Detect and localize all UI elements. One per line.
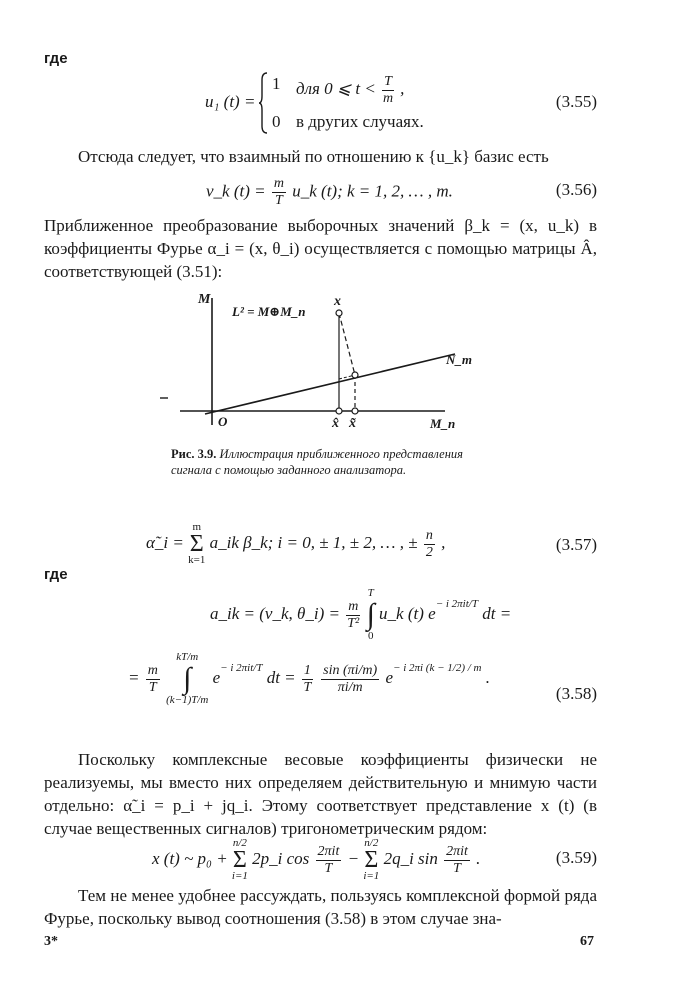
eq-3-57-number: (3.57) bbox=[555, 535, 597, 554]
eq-3-58-line2-frac2-den: T bbox=[303, 679, 312, 695]
eq-3-56-frac-num: m bbox=[273, 176, 284, 191]
figure-3-9 bbox=[150, 290, 480, 440]
eq-3-59-tail: . bbox=[476, 848, 481, 868]
eq-3-59-frac1-den: T bbox=[324, 860, 333, 876]
point-x-hat bbox=[336, 408, 342, 414]
eq-3-58-line2-frac2 bbox=[302, 663, 313, 696]
eq-3-56 bbox=[206, 176, 453, 209]
eq-3-58-line1-frac bbox=[346, 599, 360, 632]
eq-3-59-frac2-num: 2πit bbox=[446, 843, 468, 859]
eq-3-57-sum-bottom: k=1 bbox=[188, 554, 206, 566]
point-on-line bbox=[352, 372, 358, 378]
eq-3-57-body: a_ik β_k; i = 0, ± 1, ± 2, … , ± bbox=[209, 532, 418, 552]
eq-3-59-sigma1: Σ bbox=[232, 847, 247, 873]
eq-3-59-term2: 2q_i sin bbox=[383, 848, 438, 868]
eq-3-58-line2-body: e bbox=[212, 667, 221, 687]
eq-3-59 bbox=[152, 838, 480, 882]
eq-3-58-line2-lhs: = bbox=[128, 667, 140, 687]
eq-3-58-line2-integral bbox=[166, 652, 208, 706]
figure-caption-number: Рис. 3.9. bbox=[171, 447, 217, 461]
eq-3-57 bbox=[146, 522, 445, 566]
eq-3-58-line2-frac3 bbox=[321, 663, 379, 696]
eq-3-55-number: (3.55) bbox=[555, 92, 597, 111]
label-x-top: x bbox=[334, 294, 341, 309]
eq-3-59-number: (3.59) bbox=[555, 848, 597, 867]
eq-3-58-line1-lhs: a_ik = (v_k, θ_i) = bbox=[210, 603, 340, 623]
eq-3-58-line2-frac-den: T bbox=[148, 679, 157, 695]
eq-3-58-line1-tail: dt = bbox=[482, 603, 512, 623]
where-label-1: где bbox=[44, 50, 68, 67]
eq-3-57-tail: , bbox=[441, 532, 446, 552]
point-x bbox=[336, 310, 342, 316]
eq-3-58-line2-body2: e bbox=[385, 667, 394, 687]
eq-3-59-frac1-num: 2πit bbox=[317, 843, 340, 859]
eq-3-58-line1-frac-num: m bbox=[348, 598, 359, 614]
footer-signature: 3* bbox=[44, 934, 58, 949]
eq-3-59-sum1-top: n/2 bbox=[232, 837, 247, 849]
where-label-2: где bbox=[44, 566, 68, 583]
eq-3-58-line2-int-top: kT/m bbox=[176, 651, 199, 663]
label-L2: L² = M⊕M_п bbox=[232, 304, 306, 319]
eq-3-58-line1-exp: − i 2πit/T bbox=[435, 597, 478, 610]
eq-3-55-case2-cond: в других случаях. bbox=[296, 112, 424, 131]
eq-3-55-case1-tail: , bbox=[400, 79, 405, 98]
eq-3-58-line-2 bbox=[128, 652, 490, 706]
eq-3-59-sum1 bbox=[232, 838, 248, 882]
eq-3-56-rhs: u_k (t); k = 1, 2, … , m. bbox=[292, 181, 453, 201]
label-Nm: N_m bbox=[446, 352, 472, 367]
eq-3-56-lhs: v_k (t) = bbox=[206, 181, 266, 201]
eq-3-55-case1-cond bbox=[296, 74, 404, 107]
eq-3-58-line1-int-bottom: 0 bbox=[367, 630, 374, 642]
eq-3-58-line2-frac3-num: sin (πi/m) bbox=[323, 662, 378, 678]
eq-3-59-lhs: x (t) ~ p₀ + bbox=[152, 848, 228, 868]
point-x-tilde bbox=[352, 408, 358, 414]
eq-3-58-line1-integral bbox=[367, 588, 375, 642]
eq-3-59-minus: − bbox=[347, 848, 360, 868]
eq-3-58-line2-exp: − i 2πit/T bbox=[220, 661, 263, 674]
eq-3-57-sum-top: m bbox=[192, 521, 202, 533]
eq-3-56-number: (3.56) bbox=[555, 180, 597, 199]
projection-dashed-1 bbox=[339, 313, 355, 375]
label-M: M bbox=[198, 292, 211, 307]
eq-3-55-frac-num: T bbox=[384, 74, 392, 89]
eq-3-58-line1-int-sign: ∫ bbox=[366, 598, 375, 631]
eq-3-58-line2-mid: dt = bbox=[266, 667, 296, 687]
figure-caption-text: Иллюстрация приближенного представления сигнала с помощью заданного анализатора. bbox=[171, 447, 463, 477]
label-x-hat: x̂ bbox=[332, 416, 339, 431]
eq-3-58-line2-frac3-den: πi/m bbox=[337, 679, 363, 695]
eq-3-55-frac-den: m bbox=[382, 91, 394, 106]
eq-3-56-frac bbox=[272, 176, 286, 209]
eq-3-58-line2-frac2-num: 1 bbox=[303, 662, 311, 678]
paragraph-2: Приближенное преобразование выборочных значений β_k = (x, u_k) в коэффициенты Фурье α_i = (x, θ_i) осуществляется с помощью матрицы Â, соответствующей (3.51): bbox=[44, 216, 597, 281]
eq-3-55-lhs: u₁ (t) = bbox=[205, 92, 256, 111]
eq-3-59-sigma2: Σ bbox=[364, 847, 379, 873]
subspace-line bbox=[205, 354, 455, 414]
eq-3-58-line-1 bbox=[210, 588, 511, 642]
eq-3-58-line1-int-top: T bbox=[367, 587, 374, 599]
label-Mn: M_п bbox=[430, 416, 456, 431]
eq-3-57-lhs: α̃_i = bbox=[146, 532, 184, 552]
eq-3-56-frac-den: T bbox=[275, 193, 283, 208]
paragraph-4: Тем не менее удобнее рассуждать, пользуясь комплексной формой ряда Фурье, поскольку вывод соотношения (3.58) в этом случае зна- bbox=[44, 886, 597, 928]
label-x-tilde: x̃ bbox=[349, 416, 356, 431]
eq-3-55-brace bbox=[258, 72, 268, 134]
label-O: O bbox=[218, 414, 228, 429]
eq-3-59-sum2-bottom: i=1 bbox=[363, 870, 380, 882]
eq-3-58-line2-frac bbox=[146, 663, 160, 696]
eq-3-58-line1-body: u_k (t) e bbox=[379, 603, 436, 623]
paragraph-3: Поскольку комплексные весовые коэффициенты физически не реализуемы, мы вместо них определяем действительную и мнимую части отдельно: α̃_i = p_i + jq_i. Этому соответствует представление x (t) (в случае вещественных сигналов) тригонометрическим рядом: bbox=[44, 750, 597, 838]
eq-3-57-frac-den: 2 bbox=[425, 544, 433, 560]
eq-3-59-sum2 bbox=[363, 838, 379, 882]
eq-3-58-line2-frac-num: m bbox=[147, 662, 158, 678]
eq-3-57-sum bbox=[188, 522, 205, 566]
eq-3-59-sum2-top: n/2 bbox=[364, 837, 379, 849]
eq-3-57-frac bbox=[424, 528, 435, 561]
eq-3-58-line2-exp2: − i 2πi (k − 1/2) / m bbox=[393, 661, 482, 674]
eq-3-55-frac bbox=[382, 74, 394, 107]
eq-3-59-sum1-bottom: i=1 bbox=[231, 870, 248, 882]
eq-3-58-line1-frac-den: T² bbox=[347, 615, 360, 631]
eq-3-59-frac1 bbox=[316, 844, 342, 877]
eq-3-55-case1-value: 1 bbox=[272, 74, 281, 93]
eq-3-55-case2-value: 0 bbox=[272, 112, 281, 131]
eq-3-59-term1: 2p_i cos bbox=[252, 848, 310, 868]
eq-3-58-line2-tail: . bbox=[485, 667, 490, 687]
eq-3-55-case1-prefix: для 0 ⩽ t < bbox=[296, 79, 376, 98]
eq-3-58-number: (3.58) bbox=[555, 684, 597, 703]
page-number: 67 bbox=[580, 934, 594, 949]
eq-3-58-line2-int-sign: ∫ bbox=[183, 662, 192, 695]
eq-3-59-frac2-den: T bbox=[453, 860, 461, 876]
figure-caption bbox=[171, 446, 471, 478]
eq-3-59-frac2 bbox=[444, 844, 470, 877]
eq-3-57-sigma: Σ bbox=[189, 531, 204, 557]
paragraph-1: Отсюда следует, что взаимный по отношению к {u_k} базис есть bbox=[78, 147, 549, 166]
eq-3-58-line2-int-bottom: (k−1)T/m bbox=[166, 694, 209, 706]
eq-3-57-frac-num: n bbox=[425, 527, 433, 543]
